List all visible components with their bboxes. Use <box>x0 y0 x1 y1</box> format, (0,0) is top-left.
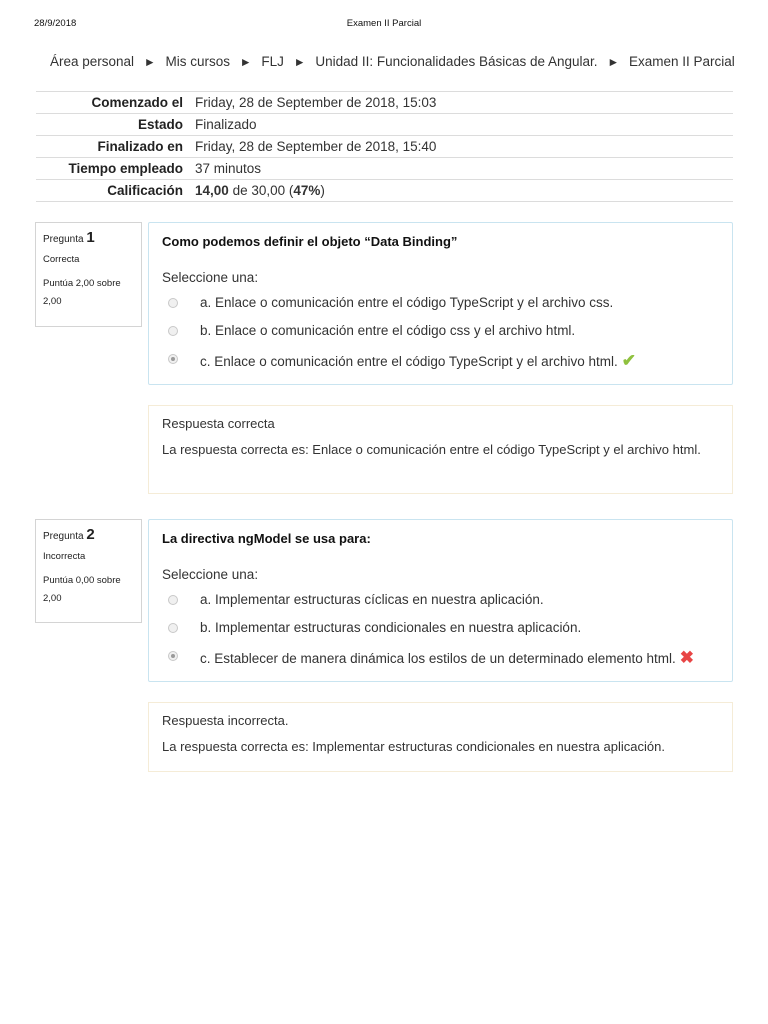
feedback-title: Respuesta incorrecta. <box>162 713 289 728</box>
summary-value: Finalizado <box>195 114 733 136</box>
breadcrumb-separator-icon: ► <box>143 55 156 69</box>
answer-prompt: Seleccione una: <box>162 270 259 285</box>
radio-button-selected[interactable] <box>168 354 178 364</box>
grade-score: 14,00 <box>195 183 229 198</box>
summary-value: Friday, 28 de September de 2018, 15:03 <box>195 92 733 114</box>
question-state: Incorrecta <box>43 551 86 562</box>
summary-label: Comenzado el <box>36 92 195 114</box>
answer-option-c[interactable] <box>162 648 719 666</box>
print-title: Examen II Parcial <box>346 18 422 29</box>
answer-option-a[interactable] <box>162 295 719 313</box>
question-number <box>43 526 134 543</box>
check-icon: ✔ <box>621 351 636 370</box>
question-grade: Puntúa 2,00 sobre 2,00 <box>43 278 121 307</box>
summary-row <box>36 92 733 114</box>
breadcrumb-separator-icon: ► <box>293 55 306 69</box>
print-date: 28/9/2018 <box>34 18 77 29</box>
question-info-2 <box>35 519 142 623</box>
feedback-right-answer: La respuesta correcta es: Implementar estructuras condicionales en nuestra aplicación. <box>162 739 665 754</box>
answer-option-label: b. Implementar estructuras condicionales en nuestra aplicación. <box>200 620 582 635</box>
summary-value: Friday, 28 de September de 2018, 15:40 <box>195 136 733 158</box>
radio-button[interactable] <box>168 326 178 336</box>
question-grade: Puntúa 0,00 sobre 2,00 <box>43 575 121 604</box>
breadcrumb-item-mis-cursos[interactable]: Mis cursos <box>165 54 230 69</box>
summary-row <box>36 136 733 158</box>
question-text: La directiva ngModel se usa para: <box>162 531 371 546</box>
question-content-1 <box>148 222 733 385</box>
radio-button[interactable] <box>168 595 178 605</box>
answer-option-label: b. Enlace o comunicación entre el código css y el archivo html. <box>200 323 576 338</box>
breadcrumb-separator-icon: ► <box>607 55 620 69</box>
summary-value: 37 minutos <box>195 158 733 180</box>
answer-option-label: c. Establecer de manera dinámica los estilos de un determinado elemento html. <box>200 651 676 666</box>
summary-label: Calificación <box>36 180 195 202</box>
radio-button-selected[interactable] <box>168 651 178 661</box>
attempt-summary-table <box>36 91 733 202</box>
summary-label: Tiempo empleado <box>36 158 195 180</box>
question-number-value: 1 <box>86 229 95 246</box>
breadcrumb <box>50 54 735 69</box>
answer-option-label: a. Enlace o comunicación entre el código TypeScript y el archivo css. <box>200 295 614 310</box>
answer-option-label: a. Implementar estructuras cíclicas en nuestra aplicación. <box>200 592 544 607</box>
question-number <box>43 229 134 246</box>
question-text: Como podemos definir el objeto “Data Binding” <box>162 234 458 249</box>
feedback-right-answer: La respuesta correcta es: Enlace o comunicación entre el código TypeScript y el archivo html. <box>162 442 701 457</box>
question-state: Correcta <box>43 254 80 265</box>
question-info-1 <box>35 222 142 327</box>
answer-prompt: Seleccione una: <box>162 567 259 582</box>
grade-value <box>195 180 733 202</box>
grade-close: ) <box>320 183 325 198</box>
feedback-title: Respuesta correcta <box>162 416 275 431</box>
answer-option-b[interactable] <box>162 323 719 341</box>
summary-row-grade <box>36 180 733 202</box>
summary-label: Finalizado en <box>36 136 195 158</box>
feedback-2 <box>148 702 733 772</box>
summary-row <box>36 158 733 180</box>
breadcrumb-item-course[interactable]: FLJ <box>261 54 284 69</box>
breadcrumb-item-area-personal[interactable]: Área personal <box>50 54 135 69</box>
radio-button[interactable] <box>168 623 178 633</box>
grade-of-text: de 30,00 ( <box>232 183 294 198</box>
question-number-value: 2 <box>86 526 95 543</box>
question-prefix: Pregunta <box>43 531 84 542</box>
breadcrumb-separator-icon: ► <box>239 55 252 69</box>
answer-option-label: c. Enlace o comunicación entre el código TypeScript y el archivo html. <box>200 354 618 369</box>
summary-row <box>36 114 733 136</box>
breadcrumb-item-exam[interactable]: Examen II Parcial <box>628 54 735 69</box>
question-content-2 <box>148 519 733 682</box>
answer-option-b[interactable] <box>162 620 719 638</box>
summary-label: Estado <box>36 114 195 136</box>
grade-percent: 47% <box>293 183 321 198</box>
radio-button[interactable] <box>168 298 178 308</box>
cross-icon: ✖ <box>679 648 694 667</box>
feedback-1 <box>148 405 733 494</box>
print-header <box>0 18 768 32</box>
answer-option-c[interactable] <box>162 351 719 369</box>
breadcrumb-item-unit[interactable]: Unidad II: Funcionalidades Básicas de Angular. <box>315 54 598 69</box>
answer-option-a[interactable] <box>162 592 719 610</box>
question-prefix: Pregunta <box>43 234 84 245</box>
